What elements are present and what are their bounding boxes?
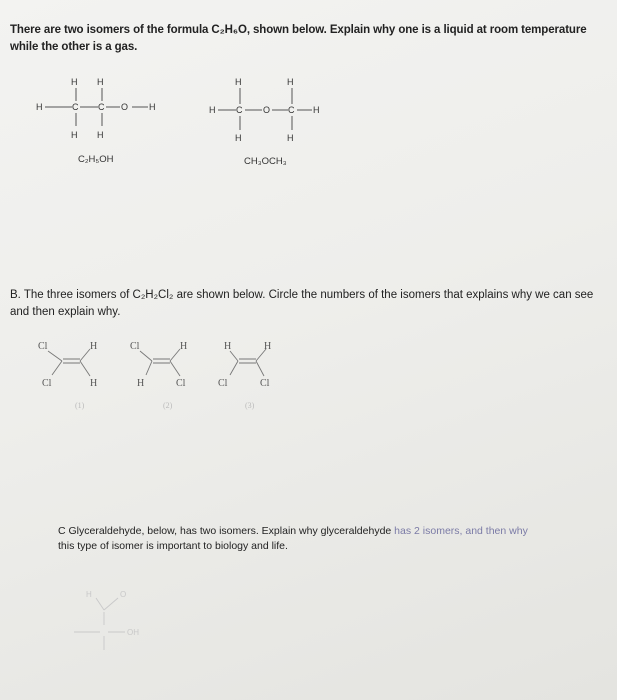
question-b-text: B. The three isomers of C₂H₂Cl₂ are shown below. Circle the numbers of the isomers that explains why we can see and then explain why. — [10, 289, 594, 318]
isomer-2-structure — [140, 349, 180, 376]
atom-cl: Cl — [130, 341, 140, 352]
atom-h: H — [180, 341, 188, 352]
atom-h: H — [86, 590, 92, 599]
atom-o: O — [121, 102, 129, 112]
atom-h: H — [71, 77, 78, 87]
atom-h: H — [90, 341, 98, 352]
ethanol-structure — [45, 88, 148, 126]
atom-h: H — [209, 105, 216, 115]
atom-o: O — [263, 105, 271, 115]
atom-h: H — [224, 341, 232, 352]
atom-h: H — [97, 130, 104, 140]
isomer-3-number: (3) — [245, 401, 255, 410]
atom-h: H — [235, 133, 242, 143]
glyceraldehyde-structure — [74, 598, 125, 650]
dimethyl-ether-label: CH₃OCH₃ — [244, 156, 287, 167]
atom-cl: Cl — [260, 378, 270, 389]
atom-h: H — [90, 378, 98, 389]
question-a-text: There are two isomers of the formula C₂H₆O, shown below. Explain why one is a liquid at room temperature while the other is a gas. — [10, 24, 587, 53]
atom-o: O — [120, 590, 127, 599]
isomer-1-structure — [48, 349, 90, 376]
question-c-faint: has 2 isomers, and then why — [394, 525, 528, 537]
atom-h: H — [287, 77, 294, 87]
atom-h: H — [149, 102, 156, 112]
ethanol-label: C₂H₅OH — [78, 154, 114, 165]
atom-h: H — [71, 130, 78, 140]
atom-h: H — [97, 77, 104, 87]
atom-cl: Cl — [218, 378, 228, 389]
atom-h: H — [235, 77, 242, 87]
atom-h: H — [36, 102, 43, 112]
atom-cl: Cl — [38, 341, 48, 352]
atom-oh: OH — [127, 628, 139, 637]
isomer-3-structure — [230, 349, 266, 376]
atom-c: C — [288, 105, 295, 115]
atom-c: C — [98, 102, 105, 112]
atom-cl: Cl — [42, 378, 52, 389]
atom-h: H — [264, 341, 272, 352]
isomer-2-number: (2) — [163, 401, 173, 410]
atom-h: H — [137, 378, 145, 389]
atom-c: C — [72, 102, 79, 112]
question-c-text — [58, 524, 598, 554]
question-c-main: C Glyceraldehyde, below, has two isomers. Explain why glyceraldehyde — [58, 525, 392, 537]
question-c-line2: this type of isomer is important to biology and life. — [58, 540, 288, 552]
isomer-1-number: (1) — [75, 401, 85, 410]
atom-h: H — [313, 105, 320, 115]
atom-cl: Cl — [176, 378, 186, 389]
atom-h: H — [287, 133, 294, 143]
atom-c: C — [236, 105, 243, 115]
